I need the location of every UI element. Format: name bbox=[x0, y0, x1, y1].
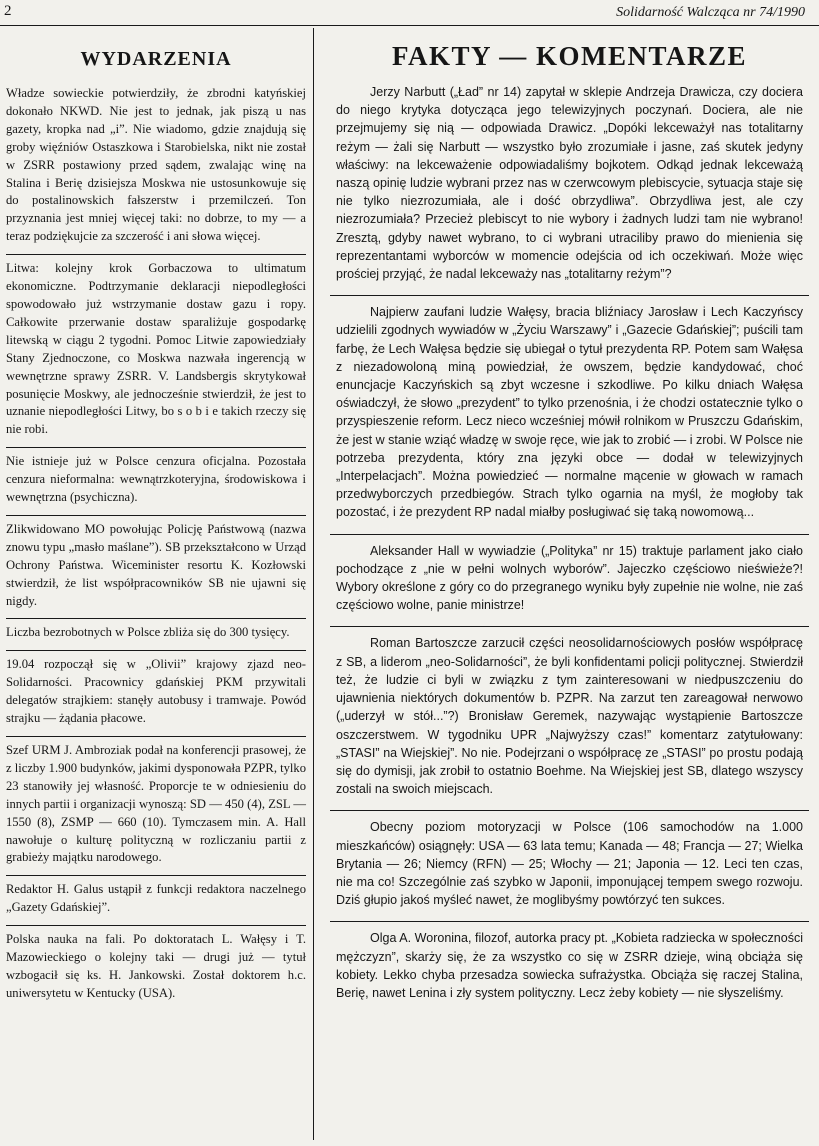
comment-item: Jerzy Narbutt („Ład” nr 14) zapytał w sklepie Andrzeja Drawicza, czy dociera do niego krytyka dotycząca jego telewizyjnych poczynań. Dociera, ale nie przejmujemy się nią — odpowiada Drawicz. „Dopóki lekceważył nas totalitarny reżym — żali się Narbutt — wszystko było zrozumiałe i jasne, zaś skutek jedyny właściwy: na lekceważenie odpowiadaliśmy bojkotem. Odkąd jednak lekceważą naszą opinię ludzie wybrani przez nas w czerwcowym plebiscycie, sytuacja staje się nie tylko niezrozumiała, ale i dość obrzydliwa”. Obrzydliwa jest, ale czy niezrozumiała? Przecież plebiscyt to nie wybory i żadnych ludzi tam nie wybrano! Zresztą, gdyby nawet wybrano, to ci wybrani utraciliby prawo do mienienia się reprezentantami wyborców w momencie odejścia od ich oczekiwań. Może więc prościej przyjąć, że nadal lekceważy nas „totalitarny reżym”? bbox=[336, 85, 803, 282]
events-item: Litwa: kolejny krok Gorbaczowa to ultimatum ekonomiczne. Podtrzymanie deklaracji niepodległości spowodowało już wstrzymanie dostaw gazu i ropy. Całkowite przerwanie dostaw sparaliżuje gospodarkę litewską w ciągu 2 tygodni. Pomoc Litwie zapowiedziały Stany Zjednoczone, co Moskwa nazwała ingerencją w wewnętrzne sprawy ZSRR. V. Landsbergis skrytykował posunięcie Moskwy, ale jednocześnie stwierdził, że jest to uznanie niepodległości Litwy, bo s o b i e takich rzeczy się nie robi. bbox=[6, 254, 306, 443]
events-item: Polska nauka na fali. Po doktoratach L. Wałęsy i T. Mazowieckiego o kolejny taki — drugi już — tytuł wzbogacił się ks. H. Jankowski. Został doktorem h.c. uniwersytetu w Kentucky (USA). bbox=[6, 925, 306, 1007]
column-divider bbox=[313, 28, 314, 1140]
comment-item: Aleksander Hall w wywiadzie („Polityka” nr 15) traktuje parlament jako ciało pochodzące z „nie w pełni wolnych wyborów”. Jajeczko częściowo nieświeże?! Wybory określone z góry co do przegranego wyniku były zupełnie nie wolne, nie zaś częściowo wolne, panie ministrze! bbox=[330, 534, 809, 621]
comment-item: Obecny poziom motoryzacji w Polsce (106 samochodów na 1.000 mieszkańców) osiągnęły: USA — 63 lata temu; Kanada — 48; Francja — 27; Wielka Brytania — 26; Niemcy (RFN) — 25; Włochy — 21; Japonia — 12. Leci ten czas, nie ma co! Szczególnie zaś szybko w Japonii, imponującej tempem swego rozwoju. Dziś głupio jakoś myśleć nawet, że moglibyśmy powtórzyć ten sukces. bbox=[330, 810, 809, 915]
events-item: Władze sowieckie potwierdziły, że zbrodni katyńskiej dokonało NKWD. Nie jest to jednak, jak piszą u nas gazety, kropka nad „i”. Nie wiadomo, gdzie znajdują się groby więźniów Ostaszkowa i Starobielska, nikt nie został w ZSRR postawiony przed sądem, zwalając winę na Stalina i Berię dzisiejsza Moskwa nie ustosunkowuje się do postalinowskich fałszerstw i przemilczeń. Ton przyznania jest mniej więcej taki: no dobrze, to my — a teraz podziękujcie za szczerość i ani słowa więcej. bbox=[6, 86, 306, 244]
comment-item: Olga A. Woronina, filozof, autorka pracy pt. „Kobieta radziecka w społeczności mężczyzn”, skarży się, że za wszystko co się w ZSRR dzieje, winą obciąża się kobiety. Lekko chyba przesadza sowiecka sufrażystka. Obciąża się raczej Stalina, Berię, nawet Lenina i zły system polityczny. Lecz żeby kobiety — nie słyszeliśmy. bbox=[330, 921, 809, 1008]
events-heading: WYDARZENIA bbox=[80, 48, 232, 70]
page-number: 2 bbox=[4, 3, 12, 19]
events-item: 19.04 rozpoczął się w „Olivii” krajowy zjazd neo-Solidarności. Pracownicy gdańskiej PKM przywitali delegatów strajkiem: stanęły autobusy i tramwaje. Powód strajku — żądania płacowe. bbox=[6, 650, 306, 732]
events-item: Liczba bezrobotnych w Polsce zbliża się do 300 tysięcy. bbox=[6, 618, 306, 646]
header-rule bbox=[0, 25, 819, 26]
events-item: Redaktor H. Galus ustąpił z funkcji redaktora naczelnego „Gazety Gdańskiej”. bbox=[6, 875, 306, 921]
events-item: Szef URM J. Ambroziak podał na konferencji prasowej, że z liczby 1.900 budynków, jakimi dysponowała PZPR, tylko 23 stanowiły jej własność. Proporcje te w odniesieniu do innych partii i organizacji wynoszą: SD — 450 (4), ZSL — 1550 (8), ZSMP — 660 (10). Tymczasem min. A. Hall nawołuje o kulturę polityczną w rozliczaniu partii z grabieży majątku narodowego. bbox=[6, 736, 306, 871]
facts-comments-heading: FAKTY — KOMENTARZE bbox=[391, 41, 747, 71]
events-item: Zlikwidowano MO powołując Policję Państwową (nazwa znowu typu „masło maślane”). SB przekształcono w Urząd Ochrony Państwa. Wiceminister resortu K. Kozłowski stwierdził, że list współpracowników SB nie ujawni się nigdy. bbox=[6, 515, 306, 615]
events-column bbox=[6, 40, 306, 1007]
facts-comments-column bbox=[330, 40, 809, 1008]
masthead: Solidarność Walcząca nr 74/1990 bbox=[616, 5, 805, 20]
comment-item: Najpierw zaufani ludzie Wałęsy, bracia bliźniacy Jarosław i Lech Kaczyńscy udzielili zgodnych wywiadów w „Życiu Warszawy” i „Gazecie Gdańskiej”; puścili tam farbę, że Lech Wałęsa będzie się ubiegał o tytuł prezydenta RP. Potem sam Wałęsa z niezadowoloną miną powiedział, że owszem, będzie kandydować, choć enuncjacje Kaczyńskich są zbyt wczesne i szkodliwe. Po kilku dniach Wałęsa oświadczył, że słowo „prezydent” to tylko przenośnia, i że chodzi ostatecznie tylko o przyspieszenie reform. Lecz nieco wcześniej mówił rolnikom w Pruszczu Gdańskim, że jest w stanie wziąć władzę w swoje ręce, wie jak to zrobić — i zrobi. W Polsce nie potrzeba prezydenta, który zna języki obce — dodał w telewizyjnych „Interpelacjach”. Można powiedzieć — normalne mącenie w głowach w ramach przedwyborczych przedbiegów. Strach tylko ogarnia na myśl, że mogłoby tak pozostać, i że prezydent RP nadal miałby posługiwać się taką nowomową... bbox=[330, 295, 809, 527]
events-item: Nie istnieje już w Polsce cenzura oficjalna. Pozostała cenzura nieformalna: wewnątrzkoteryjna, środowiskowa i wewnętrzna (psychiczna). bbox=[6, 447, 306, 511]
comment-item: Roman Bartoszcze zarzucił części neosolidarnościowych posłów współpracę z SB, a liderom „neo-Solidarności”, że byli konfidentami policji politycznej. Stwierdził też, że ludzie ci byli w związku z tym zainteresowani w niedpuszczeniu do ujawnienia niektórych dokumentów b. PZPR. Na zarzut ten zareagował nerwowo („uderzył w stół...”?) Bronisław Geremek, nazywając wystąpienie Bartoszcze oszczerstwem. W tygodniku UPR „Najwyższy czas!” komentarz zatytułowany: „STASI” na Wiejskiej”. No nie. Podejrzani o współpracę ze „STASI” po prostu podają się do dymisji, jak zrobił to ostatnio Boehme. Na Wiejskiej jest SB, dlatego wszyscy zostali na swoich miejscach. bbox=[330, 626, 809, 804]
